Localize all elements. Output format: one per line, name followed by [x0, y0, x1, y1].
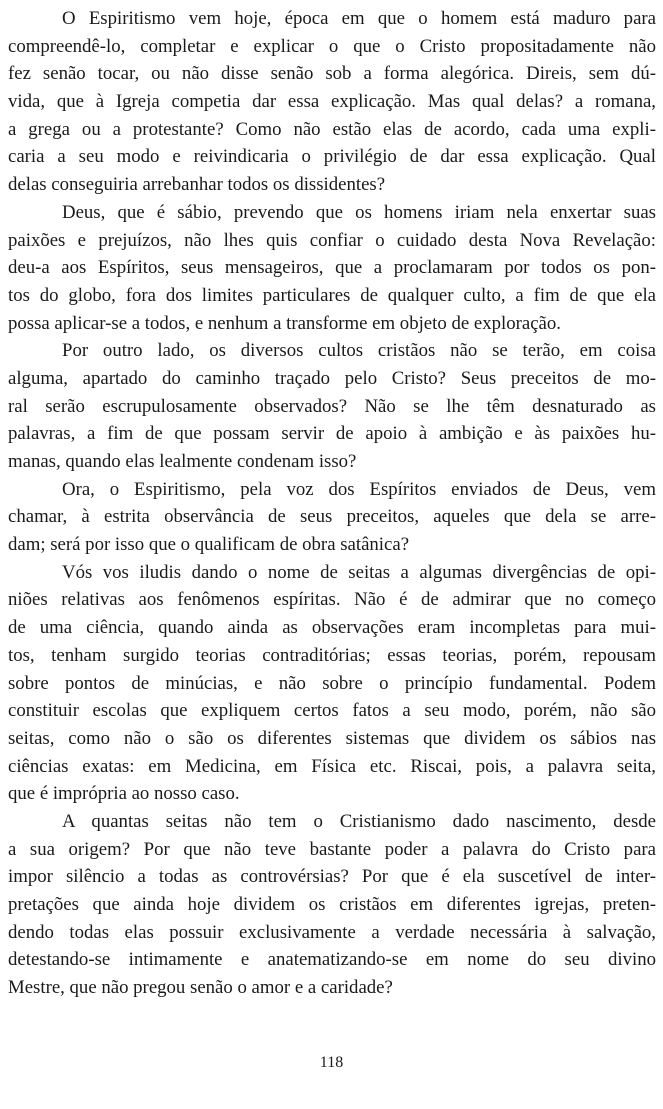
text-line: sobre pontos de minúcias, e não sobre o princípio fundamental. Podem [8, 672, 656, 694]
page-body [8, 5, 656, 1002]
text-line: deu-a aos Espíritos, seus mensageiros, que a proclamaram por todos os pon- [8, 257, 656, 279]
text-line: dendo todas elas possuir exclusivamente a verdade necessária à salvação, [8, 921, 656, 943]
text-line: que é imprópria ao nosso caso. [8, 783, 240, 805]
text-line: palavras, a fim de que possam servir de apoio à ambição e às paixões hu- [8, 423, 656, 445]
text-line: caria a seu modo e reivindicaria o privilégio de dar essa explicação. Qual [8, 146, 656, 168]
text-line: O Espiritismo vem hoje, época em que o homem está maduro para [62, 8, 656, 29]
paragraph-6 [8, 808, 656, 1002]
text-line: Mestre, que não pregou senão o amor e a caridade? [8, 977, 393, 999]
text-line: tos do globo, fora dos limites particulares de qualquer culto, a fim de que ela [8, 284, 656, 306]
paragraph-4 [8, 476, 656, 559]
text-line: chamar, à estrita observância de seus preceitos, aqueles que dela se arre- [8, 506, 656, 528]
text-line: tos, tenham surgido teorias contraditórias; essas teorias, porém, repousam [8, 644, 656, 666]
text-line: A quantas seitas não tem o Cristianismo dado nascimento, desde [62, 810, 656, 832]
text-line: vida, que à Igreja competia dar essa explicação. Mas qual delas? a romana, [8, 91, 656, 113]
text-line: seitas, como não o são os diferentes sistemas que dividem os sábios nas [8, 727, 656, 749]
text-line: impor silêncio a todas as controvérsias? Por que é ela suscetível de inter- [8, 866, 656, 888]
text-line: niões relativas aos fenômenos espíritas. Não é de admirar que no começo [8, 589, 656, 611]
text-line: Vós vos iludis dando o nome de seitas a algumas divergências de opi- [62, 561, 656, 583]
text-line: ciências exatas: em Medicina, em Física etc. Riscai, pois, a palavra seita, [8, 755, 656, 777]
text-line: pretações que ainda hoje dividem os cristãos em diferentes igrejas, preten- [8, 894, 656, 915]
paragraph-5 [8, 559, 656, 808]
text-line: de uma ciência, quando ainda as observações eram incompletas para mui- [8, 617, 656, 639]
text-line: Ora, o Espiritismo, pela voz dos Espíritos enviados de Deus, vem [62, 478, 656, 500]
paragraph-2 [8, 199, 656, 337]
text-line: detestando-se intimamente e anatematizando-se em nome do seu divino [8, 949, 656, 971]
text-line: compreendê-lo, completar e explicar o que o Cristo propositadamente não [8, 35, 656, 57]
text-line: delas conseguiria arrebanhar todos os dissidentes? [8, 174, 386, 196]
paragraph-1 [8, 5, 656, 199]
text-line: a grega ou a protestante? Como não estão elas de acordo, cada uma expli- [8, 118, 656, 140]
text-line: Por outro lado, os diversos cultos cristãos não se terão, em coisa [62, 340, 656, 362]
page-number: 118 [319, 1054, 344, 1071]
text-line: a sua origem? Por que não teve bastante poder a palavra do Cristo para [8, 838, 656, 860]
text-line: paixões e prejuízos, não lhes quis confiar o cuidado desta Nova Revelação: [8, 229, 656, 251]
text-line: constituir escolas que expliquem certos fatos a seu modo, porém, não são [8, 700, 656, 722]
text-line: alguma, apartado do caminho traçado pelo Cristo? Seus preceitos de mo- [8, 367, 656, 389]
text-line: dam; será por isso que o qualificam de obra satânica? [8, 534, 410, 556]
text-line: ral serão escrupulosamente observados? Não se lhe têm desnaturado as [8, 395, 656, 417]
text-line: fez senão tocar, ou não disse senão sob a forma alegórica. Direis, sem dú- [8, 63, 656, 85]
text-line: Deus, que é sábio, prevendo que os homens iriam nela enxertar suas [62, 201, 656, 223]
text-line: manas, quando elas lealmente condenam isso? [8, 451, 357, 472]
paragraph-3 [8, 337, 656, 475]
text-line: possa aplicar-se a todos, e nenhum a transforme em objeto de exploração. [8, 312, 561, 334]
